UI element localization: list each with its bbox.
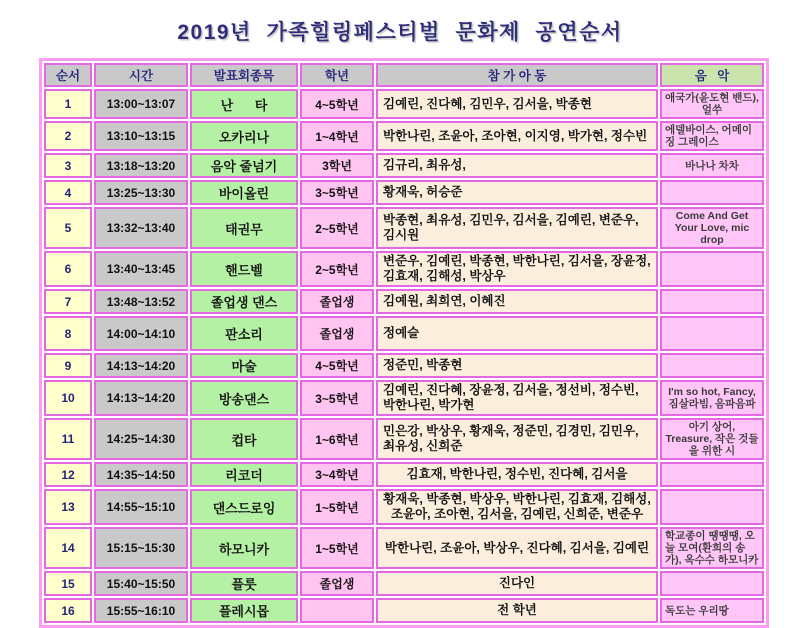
cell-participants: 김예원, 최희연, 이혜진 <box>376 289 658 314</box>
cell-order: 4 <box>44 180 92 205</box>
table-row <box>44 489 764 525</box>
table-row <box>44 153 764 178</box>
cell-time: 14:13~14:20 <box>94 380 188 416</box>
page-title: 2019년 가족힐링페스티벌 문화제 공연순서 <box>177 21 623 44</box>
cell-order: 12 <box>44 462 92 487</box>
cell-music: I'm so hot, Fancy, 짐살라빔, 음파음파 <box>660 380 764 416</box>
cell-event: 핸드벨 <box>190 251 298 287</box>
table-row <box>44 180 764 205</box>
cell-grade: 2~5학년 <box>300 207 374 249</box>
cell-participants: 박한나린, 조윤아, 조아현, 이지영, 박가현, 정수빈 <box>376 121 658 151</box>
cell-time: 13:18~13:20 <box>94 153 188 178</box>
cell-participants: 변준우, 김예린, 박종현, 박한나린, 김서을, 장윤정, 김효재, 김해성, 박상우 <box>376 251 658 287</box>
cell-music <box>660 571 764 596</box>
cell-time: 15:40~15:50 <box>94 571 188 596</box>
cell-participants: 진다인 <box>376 571 658 596</box>
cell-participants: 김규리, 최유성, <box>376 153 658 178</box>
cell-music: 바나나 차차 <box>660 153 764 178</box>
header-participants: 참 가 아 동 <box>376 63 658 87</box>
cell-participants: 정준민, 박종현 <box>376 353 658 378</box>
cell-time: 14:35~14:50 <box>94 462 188 487</box>
table-row <box>44 462 764 487</box>
cell-order: 7 <box>44 289 92 314</box>
cell-music: 아기 상어, Treasure, 작은 것들을 위한 시 <box>660 418 764 460</box>
cell-event: 난 타 <box>190 89 298 119</box>
cell-event: 방송댄스 <box>190 380 298 416</box>
cell-grade: 3~5학년 <box>300 180 374 205</box>
table-row <box>44 571 764 596</box>
schedule-body <box>44 89 764 623</box>
cell-grade: 2~5학년 <box>300 251 374 287</box>
cell-participants: 민은강, 박상우, 황재욱, 정준민, 김경민, 김민우, 최유성, 신희준 <box>376 418 658 460</box>
table-header-row <box>44 63 764 87</box>
cell-time: 14:25~14:30 <box>94 418 188 460</box>
cell-event: 졸업생 댄스 <box>190 289 298 314</box>
header-grade: 학년 <box>300 63 374 87</box>
cell-participants: 정예슬 <box>376 316 658 351</box>
cell-music <box>660 251 764 287</box>
cell-order: 6 <box>44 251 92 287</box>
cell-participants: 김예린, 진다혜, 김민우, 김서을, 박종현 <box>376 89 658 119</box>
cell-event: 판소리 <box>190 316 298 351</box>
header-time: 시간 <box>94 63 188 87</box>
cell-grade: 1~5학년 <box>300 527 374 569</box>
cell-order: 9 <box>44 353 92 378</box>
cell-grade: 1~5학년 <box>300 489 374 525</box>
table-row <box>44 353 764 378</box>
cell-event: 플룻 <box>190 571 298 596</box>
cell-participants: 김효재, 박한나린, 정수빈, 진다혜, 김서을 <box>376 462 658 487</box>
cell-music <box>660 489 764 525</box>
cell-grade <box>300 598 374 623</box>
cell-event: 리코더 <box>190 462 298 487</box>
cell-time: 13:00~13:07 <box>94 89 188 119</box>
cell-music: 에델바이스, 어메이징 그레이스 <box>660 121 764 151</box>
cell-grade: 1~6학년 <box>300 418 374 460</box>
cell-music <box>660 316 764 351</box>
cell-music <box>660 462 764 487</box>
cell-participants: 박종현, 최유성, 김민우, 김서을, 김예린, 변준우, 김시원 <box>376 207 658 249</box>
cell-time: 14:13~14:20 <box>94 353 188 378</box>
table-row <box>44 121 764 151</box>
cell-music <box>660 180 764 205</box>
table-row <box>44 527 764 569</box>
cell-order: 14 <box>44 527 92 569</box>
cell-order: 5 <box>44 207 92 249</box>
cell-participants: 전 학년 <box>376 598 658 623</box>
cell-event: 태권무 <box>190 207 298 249</box>
table-row <box>44 380 764 416</box>
cell-music <box>660 289 764 314</box>
cell-event: 음악 줄넘기 <box>190 153 298 178</box>
cell-grade: 3~5학년 <box>300 380 374 416</box>
cell-event: 댄스드로잉 <box>190 489 298 525</box>
cell-grade: 졸업생 <box>300 571 374 596</box>
cell-participants: 박한나린, 조윤아, 박상우, 진다혜, 김서을, 김예린 <box>376 527 658 569</box>
cell-time: 13:40~13:45 <box>94 251 188 287</box>
cell-event: 컵타 <box>190 418 298 460</box>
cell-order: 10 <box>44 380 92 416</box>
cell-order: 2 <box>44 121 92 151</box>
cell-music: 학교종이 땡땡땡, 오늘 모여(환희의 송가), 옥수수 하모니카 <box>660 527 764 569</box>
cell-grade: 1~4학년 <box>300 121 374 151</box>
cell-event: 플레시몹 <box>190 598 298 623</box>
cell-time: 13:25~13:30 <box>94 180 188 205</box>
cell-music <box>660 353 764 378</box>
cell-time: 14:00~14:10 <box>94 316 188 351</box>
cell-event: 하모니카 <box>190 527 298 569</box>
cell-order: 3 <box>44 153 92 178</box>
cell-order: 16 <box>44 598 92 623</box>
cell-time: 13:10~13:15 <box>94 121 188 151</box>
cell-order: 15 <box>44 571 92 596</box>
cell-event: 오카리나 <box>190 121 298 151</box>
header-music: 음 악 <box>660 63 764 87</box>
performance-schedule-table <box>39 58 769 628</box>
cell-music: 독도는 우리땅 <box>660 598 764 623</box>
cell-order: 1 <box>44 89 92 119</box>
table-row <box>44 89 764 119</box>
table-row <box>44 418 764 460</box>
cell-event: 바이올린 <box>190 180 298 205</box>
cell-participants: 황재욱, 박종현, 박상우, 박한나린, 김효재, 김해성, 조윤아, 조아현, 김서을, 김예린, 신희준, 변준우 <box>376 489 658 525</box>
cell-order: 13 <box>44 489 92 525</box>
cell-music: Come And Get Your Love, mic drop <box>660 207 764 249</box>
cell-grade: 4~5학년 <box>300 89 374 119</box>
cell-time: 15:15~15:30 <box>94 527 188 569</box>
cell-grade: 졸업생 <box>300 289 374 314</box>
table-row <box>44 289 764 314</box>
cell-order: 11 <box>44 418 92 460</box>
cell-grade: 졸업생 <box>300 316 374 351</box>
cell-time: 14:55~15:10 <box>94 489 188 525</box>
table-row <box>44 316 764 351</box>
table-row <box>44 207 764 249</box>
header-order: 순서 <box>44 63 92 87</box>
cell-time: 15:55~16:10 <box>94 598 188 623</box>
cell-time: 13:48~13:52 <box>94 289 188 314</box>
cell-time: 13:32~13:40 <box>94 207 188 249</box>
table-row <box>44 251 764 287</box>
cell-grade: 3학년 <box>300 153 374 178</box>
header-event: 발표회종목 <box>190 63 298 87</box>
cell-music: 애국가(윤도현 밴드), 얼쑤 <box>660 89 764 119</box>
cell-grade: 4~5학년 <box>300 353 374 378</box>
table-row <box>44 598 764 623</box>
cell-participants: 황재욱, 허승준 <box>376 180 658 205</box>
cell-grade: 3~4학년 <box>300 462 374 487</box>
cell-participants: 김예린, 진다혜, 장윤정, 김서을, 정선비, 정수빈, 박한나린, 박가현 <box>376 380 658 416</box>
cell-event: 마술 <box>190 353 298 378</box>
cell-order: 8 <box>44 316 92 351</box>
